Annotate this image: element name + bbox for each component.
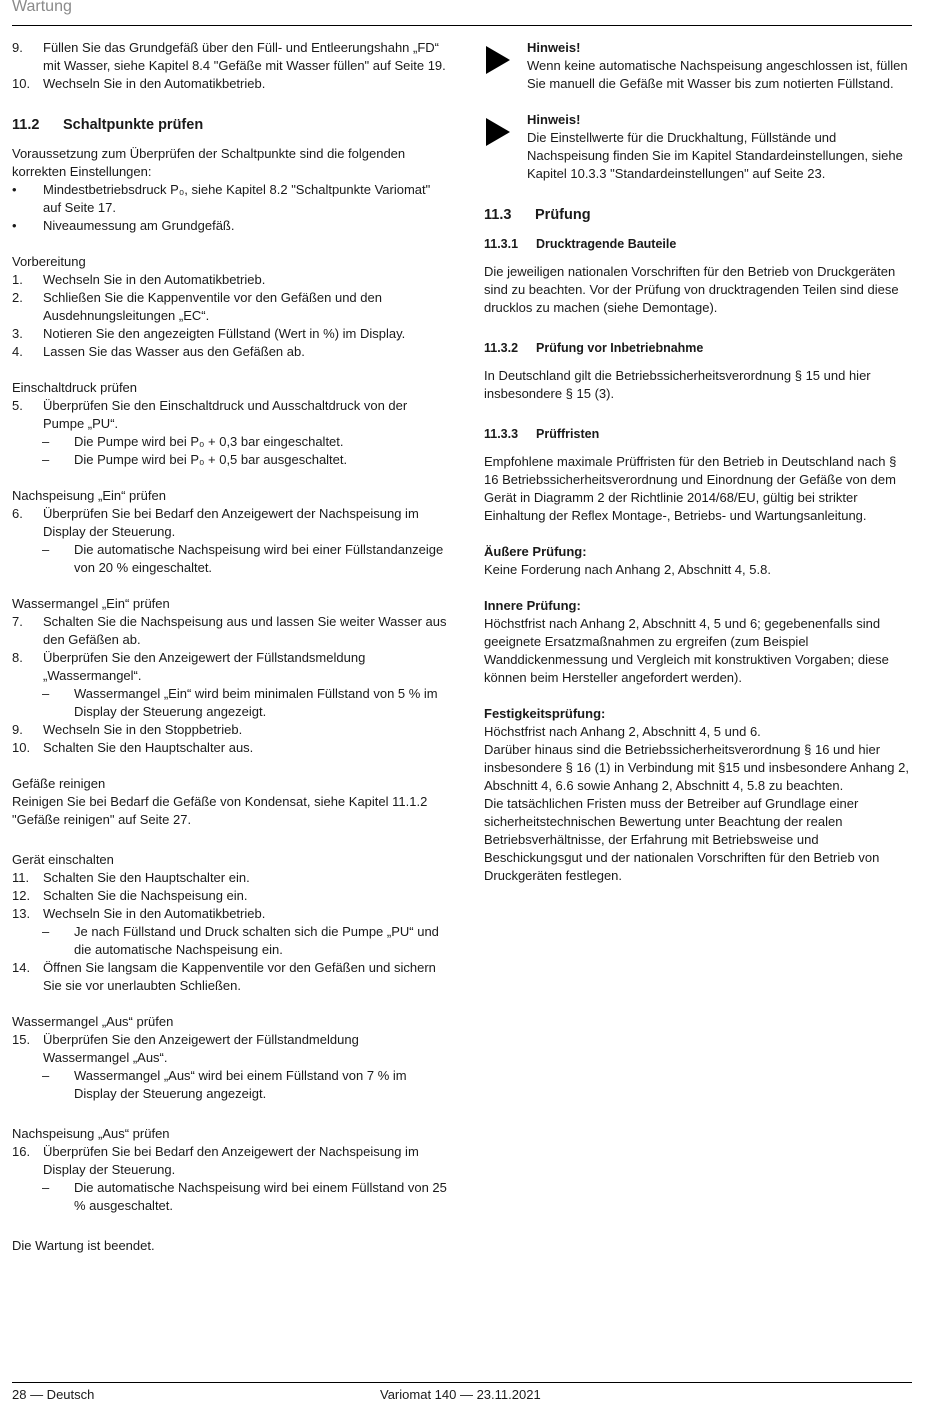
step-item — [12, 505, 448, 541]
dash-mark: – — [42, 1068, 50, 1083]
paragraph: Empfohlene maximale Prüffristen für den Betrieb in Deutschland nach § 16 Betriebssicherheitsverordnung und Einordnung der Gefäße von dem Gerät in Diagramm 2 der Richtlinie 2014/68/EU, gültig bei strikter Einhaltung der Reflex Montage-, Betriebs- und Wartungsanleitung. — [484, 454, 897, 523]
dash-text: Wassermangel „Ein“ wird beim minimalen Füllstand von 5 % im Display der Steuerung angezeigt. — [74, 686, 438, 719]
subsection-heading-11-3-3 — [484, 425, 912, 443]
step-number: 5. — [12, 398, 23, 413]
section-title: Schaltpunkte prüfen — [63, 117, 204, 133]
section-number: 11.3.3 — [484, 427, 519, 441]
step-item — [12, 75, 448, 93]
footer-product-date: Variomat 140 — 23.11.2021 — [380, 1387, 541, 1402]
step-text: Wechseln Sie in den Stoppbetrieb. — [43, 722, 243, 737]
step-number: 1. — [12, 272, 23, 287]
step-text: Überprüfen Sie den Einschaltdruck und Ausschaltdruck von der Pumpe „PU“. — [43, 398, 408, 431]
step-item — [12, 1031, 448, 1067]
paragraph: Darüber hinaus sind die Betriebssicherheitsverordnung § 16 und hier insbesondere § 16 (1) in Verbindung mit §15 und insbesondere Anhang 2, Abschnitt 4, 6.6 sowie Anhang 2, Abschnitt 4, 5.8 zu beachten. — [484, 742, 909, 793]
subsection-label: Nachspeisung „Aus“ prüfen — [12, 1126, 170, 1141]
section-heading-11-2 — [12, 115, 448, 135]
step-text: Wechseln Sie in den Automatikbetrieb. — [43, 76, 266, 91]
step-text: Schalten Sie die Nachspeisung aus und lassen Sie weiter Wasser aus den Gefäßen ab. — [43, 614, 447, 647]
dash-item — [12, 1067, 448, 1103]
left-column — [12, 39, 448, 1255]
footer-page-language: 28 — Deutsch — [12, 1387, 95, 1402]
inspection-title: Festigkeitsprüfung: — [484, 706, 606, 721]
step-item — [12, 39, 448, 75]
step-text: Überprüfen Sie den Anzeigewert der Füllstandmeldung Wassermangel „Aus“. — [43, 1032, 359, 1065]
subsection-label: Wassermangel „Ein“ prüfen — [12, 596, 170, 611]
step-text: Füllen Sie das Grundgefäß über den Füll- und Entleerungshahn „FD“ mit Wasser, siehe Kapitel 8.4 "Gefäße mit Wasser füllen" auf Seite 19. — [43, 40, 446, 73]
dash-text: Die Pumpe wird bei P₀ + 0,3 bar eingeschaltet. — [74, 434, 344, 449]
step-item — [12, 959, 448, 995]
step-number: 8. — [12, 650, 23, 665]
step-text: Überprüfen Sie den Anzeigewert der Füllstandsmeldung „Wassermangel“. — [43, 650, 366, 683]
inspection-title: Äußere Prüfung: — [484, 544, 587, 559]
step-text: Schließen Sie die Kappenventile vor den Gefäßen und den Ausdehnungsleitungen „EC“. — [43, 290, 382, 323]
dash-item — [12, 923, 448, 959]
right-column — [484, 39, 912, 885]
section-number: 11.3 — [484, 207, 512, 223]
step-item — [12, 721, 448, 739]
step-item — [12, 905, 448, 923]
note-title: Hinweis! — [527, 40, 581, 55]
paragraph: Höchstfrist nach Anhang 2, Abschnitt 4, 5 und 6. — [484, 724, 761, 739]
inspection-title: Innere Prüfung: — [484, 598, 581, 613]
section-heading-11-3 — [484, 205, 912, 225]
step-text: Schalten Sie die Nachspeisung ein. — [43, 888, 248, 903]
bullet-item — [12, 181, 448, 217]
paragraph: Die tatsächlichen Fristen muss der Betreiber auf Grundlage einer sicherheitstechnischen Bewertung unter Beachtung der realen Betriebsverhältnisse, der Erfahrung mit Betriebsweise und Beschickungsgut und der nationalen Vorschriften für den Betrieb von Druckgeräten festlegen. — [484, 796, 880, 883]
dash-text: Die Pumpe wird bei P₀ + 0,5 bar ausgeschaltet. — [74, 452, 348, 467]
subsection-heading-11-3-1 — [484, 235, 912, 253]
subsection-label: Vorbereitung — [12, 254, 86, 269]
step-text: Öffnen Sie langsam die Kappenventile vor den Gefäßen und sichern Sie sie vor unerlaubten Schließen. — [43, 960, 436, 993]
section-title: Prüfung vor Inbetriebnahme — [536, 341, 704, 355]
step-text: Schalten Sie den Hauptschalter aus. — [43, 740, 254, 755]
step-number: 6. — [12, 506, 23, 521]
note-title: Hinweis! — [527, 112, 581, 127]
dash-item — [12, 451, 448, 469]
step-text: Überprüfen Sie bei Bedarf den Anzeigewert der Nachspeisung im Display der Steuerung. — [43, 1144, 419, 1177]
section-number: 11.2 — [12, 117, 40, 133]
precondition-text: Voraussetzung zum Überprüfen der Schaltpunkte sind die folgenden korrekten Einstellungen: — [12, 146, 406, 179]
dash-mark: – — [42, 1180, 50, 1195]
step-number: 15. — [12, 1032, 31, 1047]
note-text: Die Einstellwerte für die Druckhaltung, Füllstände und Nachspeisung finden Sie im Kapitel Standardeinstellungen, siehe Kapitel 10.3.3 "Standardeinstellungen" auf Seite 23. — [527, 130, 903, 181]
bullet-mark: • — [12, 218, 17, 233]
dash-mark: – — [42, 542, 50, 557]
step-number: 3. — [12, 326, 23, 341]
dash-mark: – — [42, 924, 50, 939]
section-number: 11.3.2 — [484, 341, 519, 355]
subsection-label: Gerät einschalten — [12, 852, 114, 867]
dash-mark: – — [42, 452, 50, 467]
step-item — [12, 887, 448, 905]
section-title: Prüfung — [535, 207, 591, 223]
header-rule — [12, 25, 912, 26]
step-number: 7. — [12, 614, 23, 629]
clean-text: Reinigen Sie bei Bedarf die Gefäße von Kondensat, siehe Kapitel 11.1.2 "Gefäße reinigen" auf Seite 27. — [12, 794, 428, 827]
section-title: Prüffristen — [536, 427, 600, 441]
step-item — [12, 397, 448, 433]
dash-text: Die automatische Nachspeisung wird bei einem Füllstand von 25 % ausgeschaltet. — [74, 1180, 447, 1213]
subsection-label: Einschaltdruck prüfen — [12, 380, 138, 395]
arrow-right-icon — [486, 46, 510, 74]
step-item — [12, 613, 448, 649]
step-number: 11. — [12, 870, 30, 885]
step-number: 2. — [12, 290, 23, 305]
step-item — [12, 271, 448, 289]
note-box — [484, 111, 912, 183]
step-number: 16. — [12, 1144, 31, 1159]
step-item — [12, 343, 448, 361]
step-number: 10. — [12, 740, 31, 755]
dash-item — [12, 541, 448, 577]
paragraph: Keine Forderung nach Anhang 2, Abschnitt 4, 5.8. — [484, 562, 771, 577]
dash-text: Wassermangel „Aus“ wird bei einem Füllstand von 7 % im Display der Steuerung angezeigt. — [74, 1068, 407, 1101]
dash-item — [12, 1179, 448, 1215]
dash-item — [12, 685, 448, 721]
step-number: 4. — [12, 344, 23, 359]
paragraph: In Deutschland gilt die Betriebssicherheitsverordnung § 15 und hier insbesondere § 15 (3). — [484, 368, 871, 401]
step-item — [12, 1143, 448, 1179]
step-item — [12, 325, 448, 343]
step-text: Schalten Sie den Hauptschalter ein. — [43, 870, 250, 885]
subsection-label: Wassermangel „Aus“ prüfen — [12, 1014, 174, 1029]
header-title: Wartung — [12, 0, 72, 15]
completion-text: Die Wartung ist beendet. — [12, 1238, 155, 1253]
dash-item — [12, 433, 448, 451]
step-number: 13. — [12, 906, 31, 921]
section-title: Drucktragende Bauteile — [536, 237, 677, 251]
subsection-label: Gefäße reinigen — [12, 776, 106, 791]
step-text: Überprüfen Sie bei Bedarf den Anzeigewert der Nachspeisung im Display der Steuerung. — [43, 506, 419, 539]
step-item — [12, 739, 448, 757]
bullet-mark: • — [12, 182, 17, 197]
step-text: Wechseln Sie in den Automatikbetrieb. — [43, 906, 266, 921]
step-item — [12, 289, 448, 325]
arrow-right-icon — [486, 118, 510, 146]
bullet-text: Niveaumessung am Grundgefäß. — [43, 218, 235, 233]
note-box — [484, 39, 912, 93]
paragraph: Die jeweiligen nationalen Vorschriften für den Betrieb von Druckgeräten sind zu beachten. Vor der Prüfung von drucktragenden Teilen sind diese drucklos zu machen (siehe Demontage). — [484, 264, 899, 315]
dash-mark: – — [42, 686, 50, 701]
step-number: 10. — [12, 76, 31, 91]
step-number: 12. — [12, 888, 31, 903]
step-text: Notieren Sie den angezeigten Füllstand (Wert in %) im Display. — [43, 326, 406, 341]
dash-mark: – — [42, 434, 50, 449]
bullet-item — [12, 217, 448, 235]
subsection-label: Nachspeisung „Ein“ prüfen — [12, 488, 166, 503]
step-number: 14. — [12, 960, 31, 975]
note-text: Wenn keine automatische Nachspeisung angeschlossen ist, füllen Sie manuell die Gefäße mit Wasser bis zum notierten Füllstand. — [527, 58, 908, 91]
dash-text: Je nach Füllstand und Druck schalten sich die Pumpe „PU“ und die automatische Nachspeisung ein. — [74, 924, 439, 957]
section-number: 11.3.1 — [484, 237, 519, 251]
step-number: 9. — [12, 722, 23, 737]
bullet-text: Mindestbetriebsdruck P₀, siehe Kapitel 8.2 "Schaltpunkte Variomat" auf Seite 17. — [43, 182, 431, 215]
step-number: 9. — [12, 40, 23, 55]
step-item — [12, 869, 448, 887]
step-text: Wechseln Sie in den Automatikbetrieb. — [43, 272, 266, 287]
paragraph: Höchstfrist nach Anhang 2, Abschnitt 4, 5 und 6; gegebenenfalls sind geeignete Ersatzmaßnahmen zu ergreifen (zum Beispiel Wanddickenmessung und Vergleich mit konstruktiven Vorgaben; diese können beim Hersteller angefordert werden). — [484, 616, 889, 685]
dash-text: Die automatische Nachspeisung wird bei einer Füllstandanzeige von 20 % eingeschaltet. — [74, 542, 444, 575]
footer-rule — [12, 1382, 912, 1383]
step-text: Lassen Sie das Wasser aus den Gefäßen ab. — [43, 344, 305, 359]
step-item — [12, 649, 448, 685]
subsection-heading-11-3-2 — [484, 339, 912, 357]
